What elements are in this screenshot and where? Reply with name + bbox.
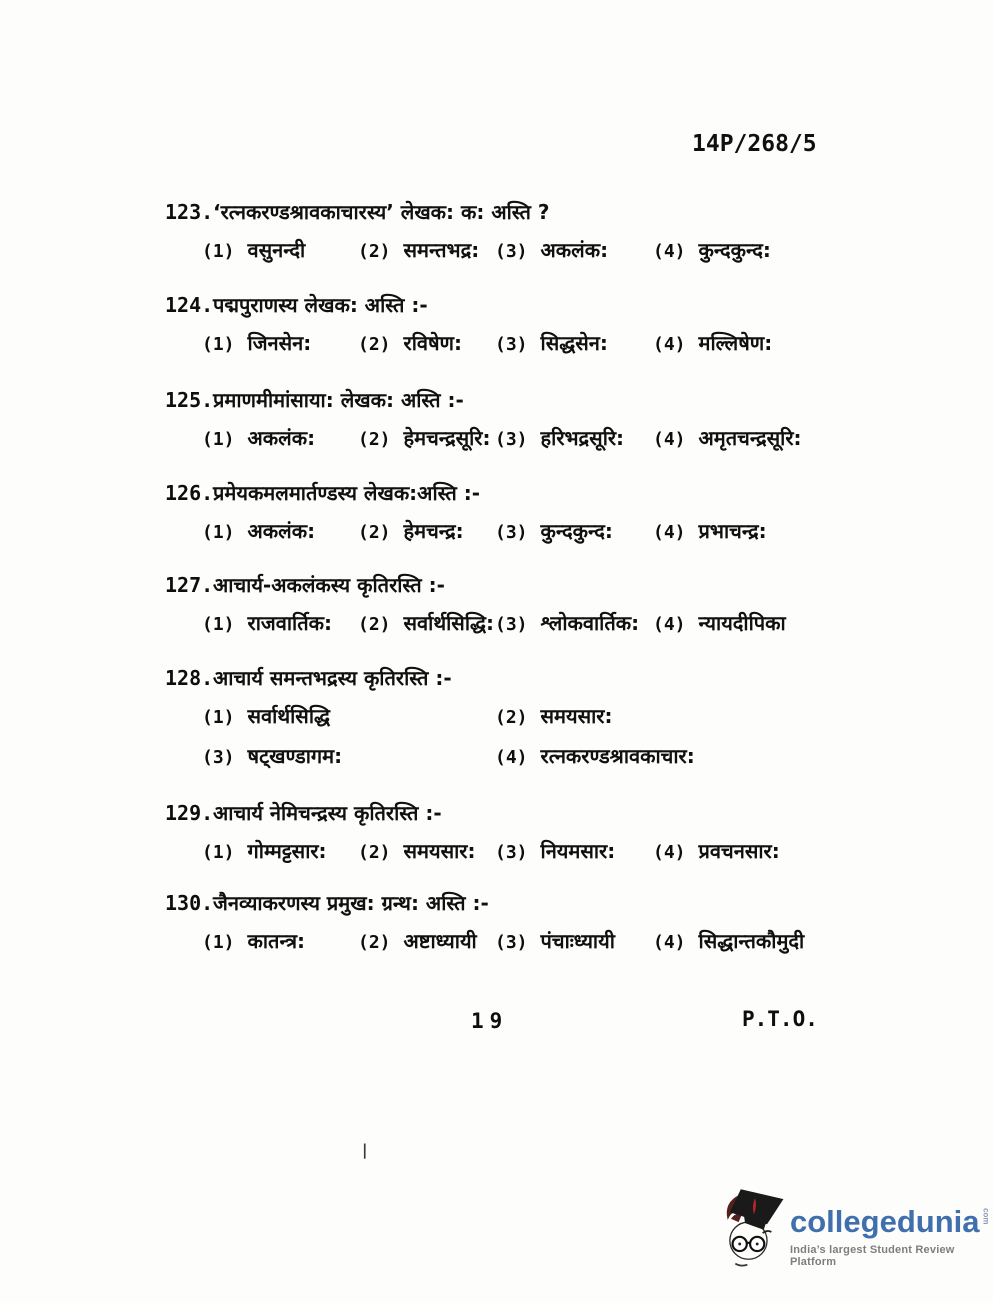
- option-4: [653, 424, 802, 451]
- option-marker: (4): [653, 614, 686, 635]
- option-1: [202, 517, 315, 544]
- option-1: [202, 927, 305, 954]
- option-marker: (3): [495, 842, 528, 863]
- option-marker: (4): [653, 932, 686, 953]
- option-marker: (2): [358, 241, 391, 262]
- option-marker: (2): [358, 334, 391, 355]
- option-marker: (1): [202, 932, 235, 953]
- option-marker: (1): [202, 842, 235, 863]
- question-text: ‘रत्नकरण्डश्रावकाचारस्य’ लेखक: क: अस्ति ?: [213, 200, 550, 224]
- option-label: मल्लिषेण:: [698, 331, 773, 355]
- question-125: [165, 386, 845, 450]
- question-text: प्रमाणमीमांसाया: लेखक: अस्ति :-: [213, 388, 464, 412]
- option-2: [358, 837, 475, 864]
- option-1: [202, 329, 311, 356]
- option-marker: (1): [202, 522, 235, 543]
- option-4: [653, 609, 786, 636]
- option-marker: (2): [358, 842, 391, 863]
- option-3: [202, 742, 342, 769]
- option-marker: (2): [358, 932, 391, 953]
- option-marker: (1): [202, 429, 235, 450]
- option-marker: (1): [202, 241, 235, 262]
- question-text: आचार्य समन्तभद्रस्य कृतिरस्ति :-: [213, 666, 452, 690]
- option-label: अकलंक:: [247, 426, 316, 450]
- option-3: [495, 236, 608, 263]
- option-marker: (4): [653, 842, 686, 863]
- question-text: आचार्य-अकलंकस्य कृतिरस्ति :-: [213, 573, 445, 597]
- option-3: [495, 927, 615, 954]
- option-label: रत्नकरण्डश्रावकाचार:: [540, 744, 695, 768]
- question-123: [165, 198, 845, 262]
- option-3: [495, 329, 608, 356]
- option-label: षट्खण्डागम:: [247, 744, 343, 768]
- option-2: [358, 236, 479, 263]
- option-label: रविषेण:: [403, 331, 463, 355]
- option-1: [202, 609, 332, 636]
- option-3: [495, 517, 613, 544]
- option-marker: (2): [495, 707, 528, 728]
- option-label: समयसार:: [403, 839, 476, 863]
- option-3: [495, 609, 639, 636]
- option-4: [653, 837, 780, 864]
- question-text: पद्मपुराणस्य लेखक: अस्ति :-: [213, 293, 428, 317]
- option-3: [495, 424, 624, 451]
- option-4: [653, 517, 767, 544]
- question-128: [165, 664, 845, 768]
- option-marker: (3): [495, 522, 528, 543]
- option-marker: (2): [358, 522, 391, 543]
- brand-suffix: com: [981, 1208, 991, 1225]
- pto-label: P.T.O.: [742, 1007, 818, 1031]
- option-marker: (3): [202, 747, 235, 768]
- option-label: हरिभद्रसूरि:: [540, 426, 625, 450]
- question-text: जैनव्याकरणस्य प्रमुख: ग्रन्थ: अस्ति :-: [213, 891, 489, 915]
- page-number: 19: [471, 1009, 509, 1033]
- option-marker: (4): [653, 522, 686, 543]
- option-label: सिद्धसेन:: [540, 331, 608, 355]
- option-1: [202, 837, 327, 864]
- question-129: [165, 799, 845, 863]
- option-marker: (3): [495, 334, 528, 355]
- question-number: 124.: [165, 293, 214, 317]
- collegedunia-logo: [722, 1186, 993, 1268]
- option-label: कुन्दकुन्द:: [698, 238, 771, 262]
- question-number: 123.: [165, 200, 214, 224]
- option-label: समयसार:: [540, 704, 613, 728]
- option-marker: (4): [653, 429, 686, 450]
- option-marker: (1): [202, 707, 235, 728]
- option-marker: (2): [358, 429, 391, 450]
- option-label: न्यायदीपिका: [698, 611, 786, 635]
- question-number: 125.: [165, 388, 214, 412]
- option-label: जिनसेन:: [247, 331, 312, 355]
- question-number: 127.: [165, 573, 214, 597]
- option-4: [495, 742, 695, 769]
- option-2: [358, 517, 464, 544]
- question-127: [165, 571, 845, 635]
- option-marker: (1): [202, 614, 235, 635]
- question-text: प्रमेयकमलमार्तण्डस्य लेखक:अस्ति :-: [213, 481, 481, 505]
- option-marker: (2): [358, 614, 391, 635]
- option-label: सिद्धान्तकौमुदी: [698, 929, 805, 953]
- option-label: समन्तभद्र:: [403, 238, 480, 262]
- option-label: हेमचन्द्रसूरि:: [403, 426, 491, 450]
- option-marker: (3): [495, 429, 528, 450]
- option-label: हेमचन्द्र:: [403, 519, 464, 543]
- option-marker: (3): [495, 241, 528, 262]
- option-1: [202, 236, 305, 263]
- option-2: [358, 329, 462, 356]
- question-number: 128.: [165, 666, 214, 690]
- option-label: कातन्त्र:: [247, 929, 305, 953]
- option-1: [202, 424, 315, 451]
- option-label: राजवार्तिक:: [247, 611, 332, 635]
- option-marker: (4): [653, 334, 686, 355]
- option-label: कुन्दकुन्द:: [540, 519, 613, 543]
- question-number: 130.: [165, 891, 214, 915]
- option-marker: (1): [202, 334, 235, 355]
- option-4: [653, 329, 772, 356]
- option-label: अकलंक:: [247, 519, 316, 543]
- question-130: [165, 889, 845, 953]
- option-2: [358, 424, 490, 451]
- question-124: [165, 291, 845, 355]
- option-marker: (4): [653, 241, 686, 262]
- question-text: आचार्य नेमिचन्द्रस्य कृतिरस्ति :-: [213, 801, 442, 825]
- option-label: सर्वार्थसिद्धि: [247, 704, 330, 728]
- option-label: वसुनन्दी: [247, 238, 306, 262]
- question-126: [165, 479, 845, 543]
- option-label: अमृतचन्द्रसूरि:: [698, 426, 802, 450]
- stray-mark: |: [362, 1141, 368, 1159]
- option-marker: (3): [495, 614, 528, 635]
- option-label: अकलंक:: [540, 238, 609, 262]
- option-label: श्लोकवार्तिक:: [540, 611, 640, 635]
- option-label: पंचाःध्यायी: [540, 929, 615, 953]
- question-list: [165, 198, 845, 978]
- option-1: [202, 702, 330, 729]
- option-marker: (4): [495, 747, 528, 768]
- option-2: [358, 927, 477, 954]
- brand-name: collegedunia: [790, 1204, 980, 1239]
- option-2: [358, 609, 494, 636]
- option-2: [495, 702, 612, 729]
- option-3: [495, 837, 615, 864]
- question-number: 126.: [165, 481, 214, 505]
- question-number: 129.: [165, 801, 214, 825]
- option-label: सर्वार्थसिद्धि:: [403, 611, 494, 635]
- brand-tagline: India’s largest Student Review Platform: [790, 1244, 955, 1268]
- option-label: प्रवचनसार:: [698, 839, 780, 863]
- option-label: गोम्मट्टसार:: [247, 839, 327, 863]
- option-marker: (3): [495, 932, 528, 953]
- option-label: अष्टाध्यायी: [403, 929, 477, 953]
- option-4: [653, 927, 804, 954]
- paper-code: 14P/268/5: [692, 131, 817, 157]
- option-4: [653, 236, 771, 263]
- option-label: प्रभाचन्द्र:: [698, 519, 767, 543]
- option-label: नियमसार:: [540, 839, 616, 863]
- graduate-mascot-icon: [722, 1186, 788, 1268]
